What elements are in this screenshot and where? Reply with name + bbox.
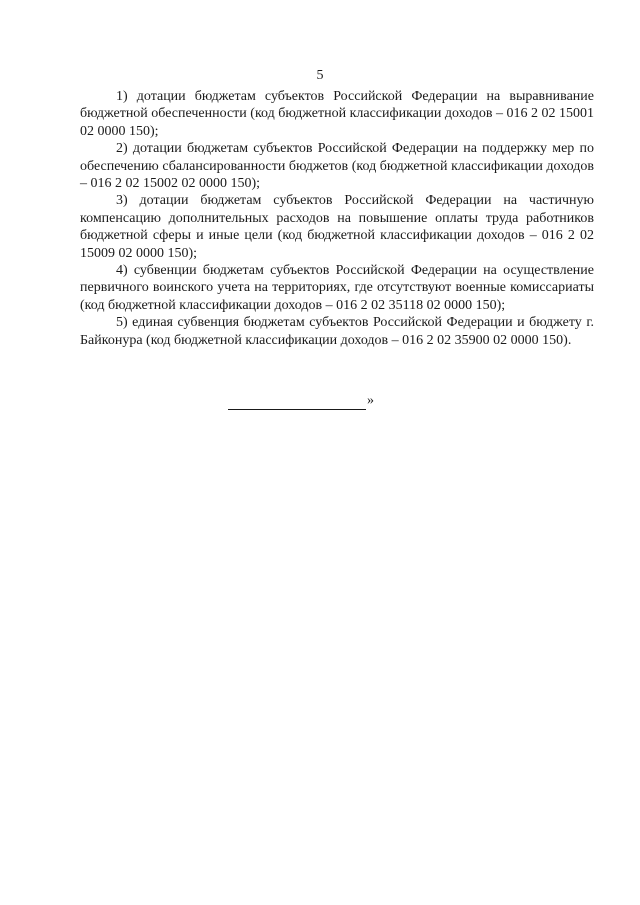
paragraph-1: 1) дотации бюджетам субъектов Российской Федерации на выравнивание бюджетной обеспеченности (код бюджетной классификации доходов – 016 2 02 15001 02 0000 150); [80,89,594,139]
paragraph-3: 3) дотации бюджетам субъектов Российской Федерации на частичную компенсацию дополнительных расходов на повышение оплаты труда работников бюджетной сферы и иные цели (код бюджетной классификации доходов – 016 2 02 15009 02 0000 150); [80,193,594,261]
separator-line [228,396,366,410]
paragraph-2: 2) дотации бюджетам субъектов Российской Федерации на поддержку мер по обеспечению сбалансированности бюджетов (код бюджетной классификации доходов – 016 2 02 15002 02 0000 150); [80,141,594,192]
paragraph-4: 4) субвенции бюджетам субъектов Российской Федерации на осуществление первичного воинского учета на территориях, где отсутствуют военные комиссариаты (код бюджетной классификации доходов – 016 2 02 35118 02 0000 150); [80,263,594,313]
closing-separator [228,392,374,410]
paragraph-5: 5) единая субвенция бюджетам субъектов Российской Федерации и бюджету г. Байконура (код бюджетной классификации доходов – 016 2 02 35900 02 0000 150). [80,315,594,348]
closing-quote-mark: » [367,393,374,408]
page-number: 5 [316,68,324,83]
document-body [80,88,594,349]
